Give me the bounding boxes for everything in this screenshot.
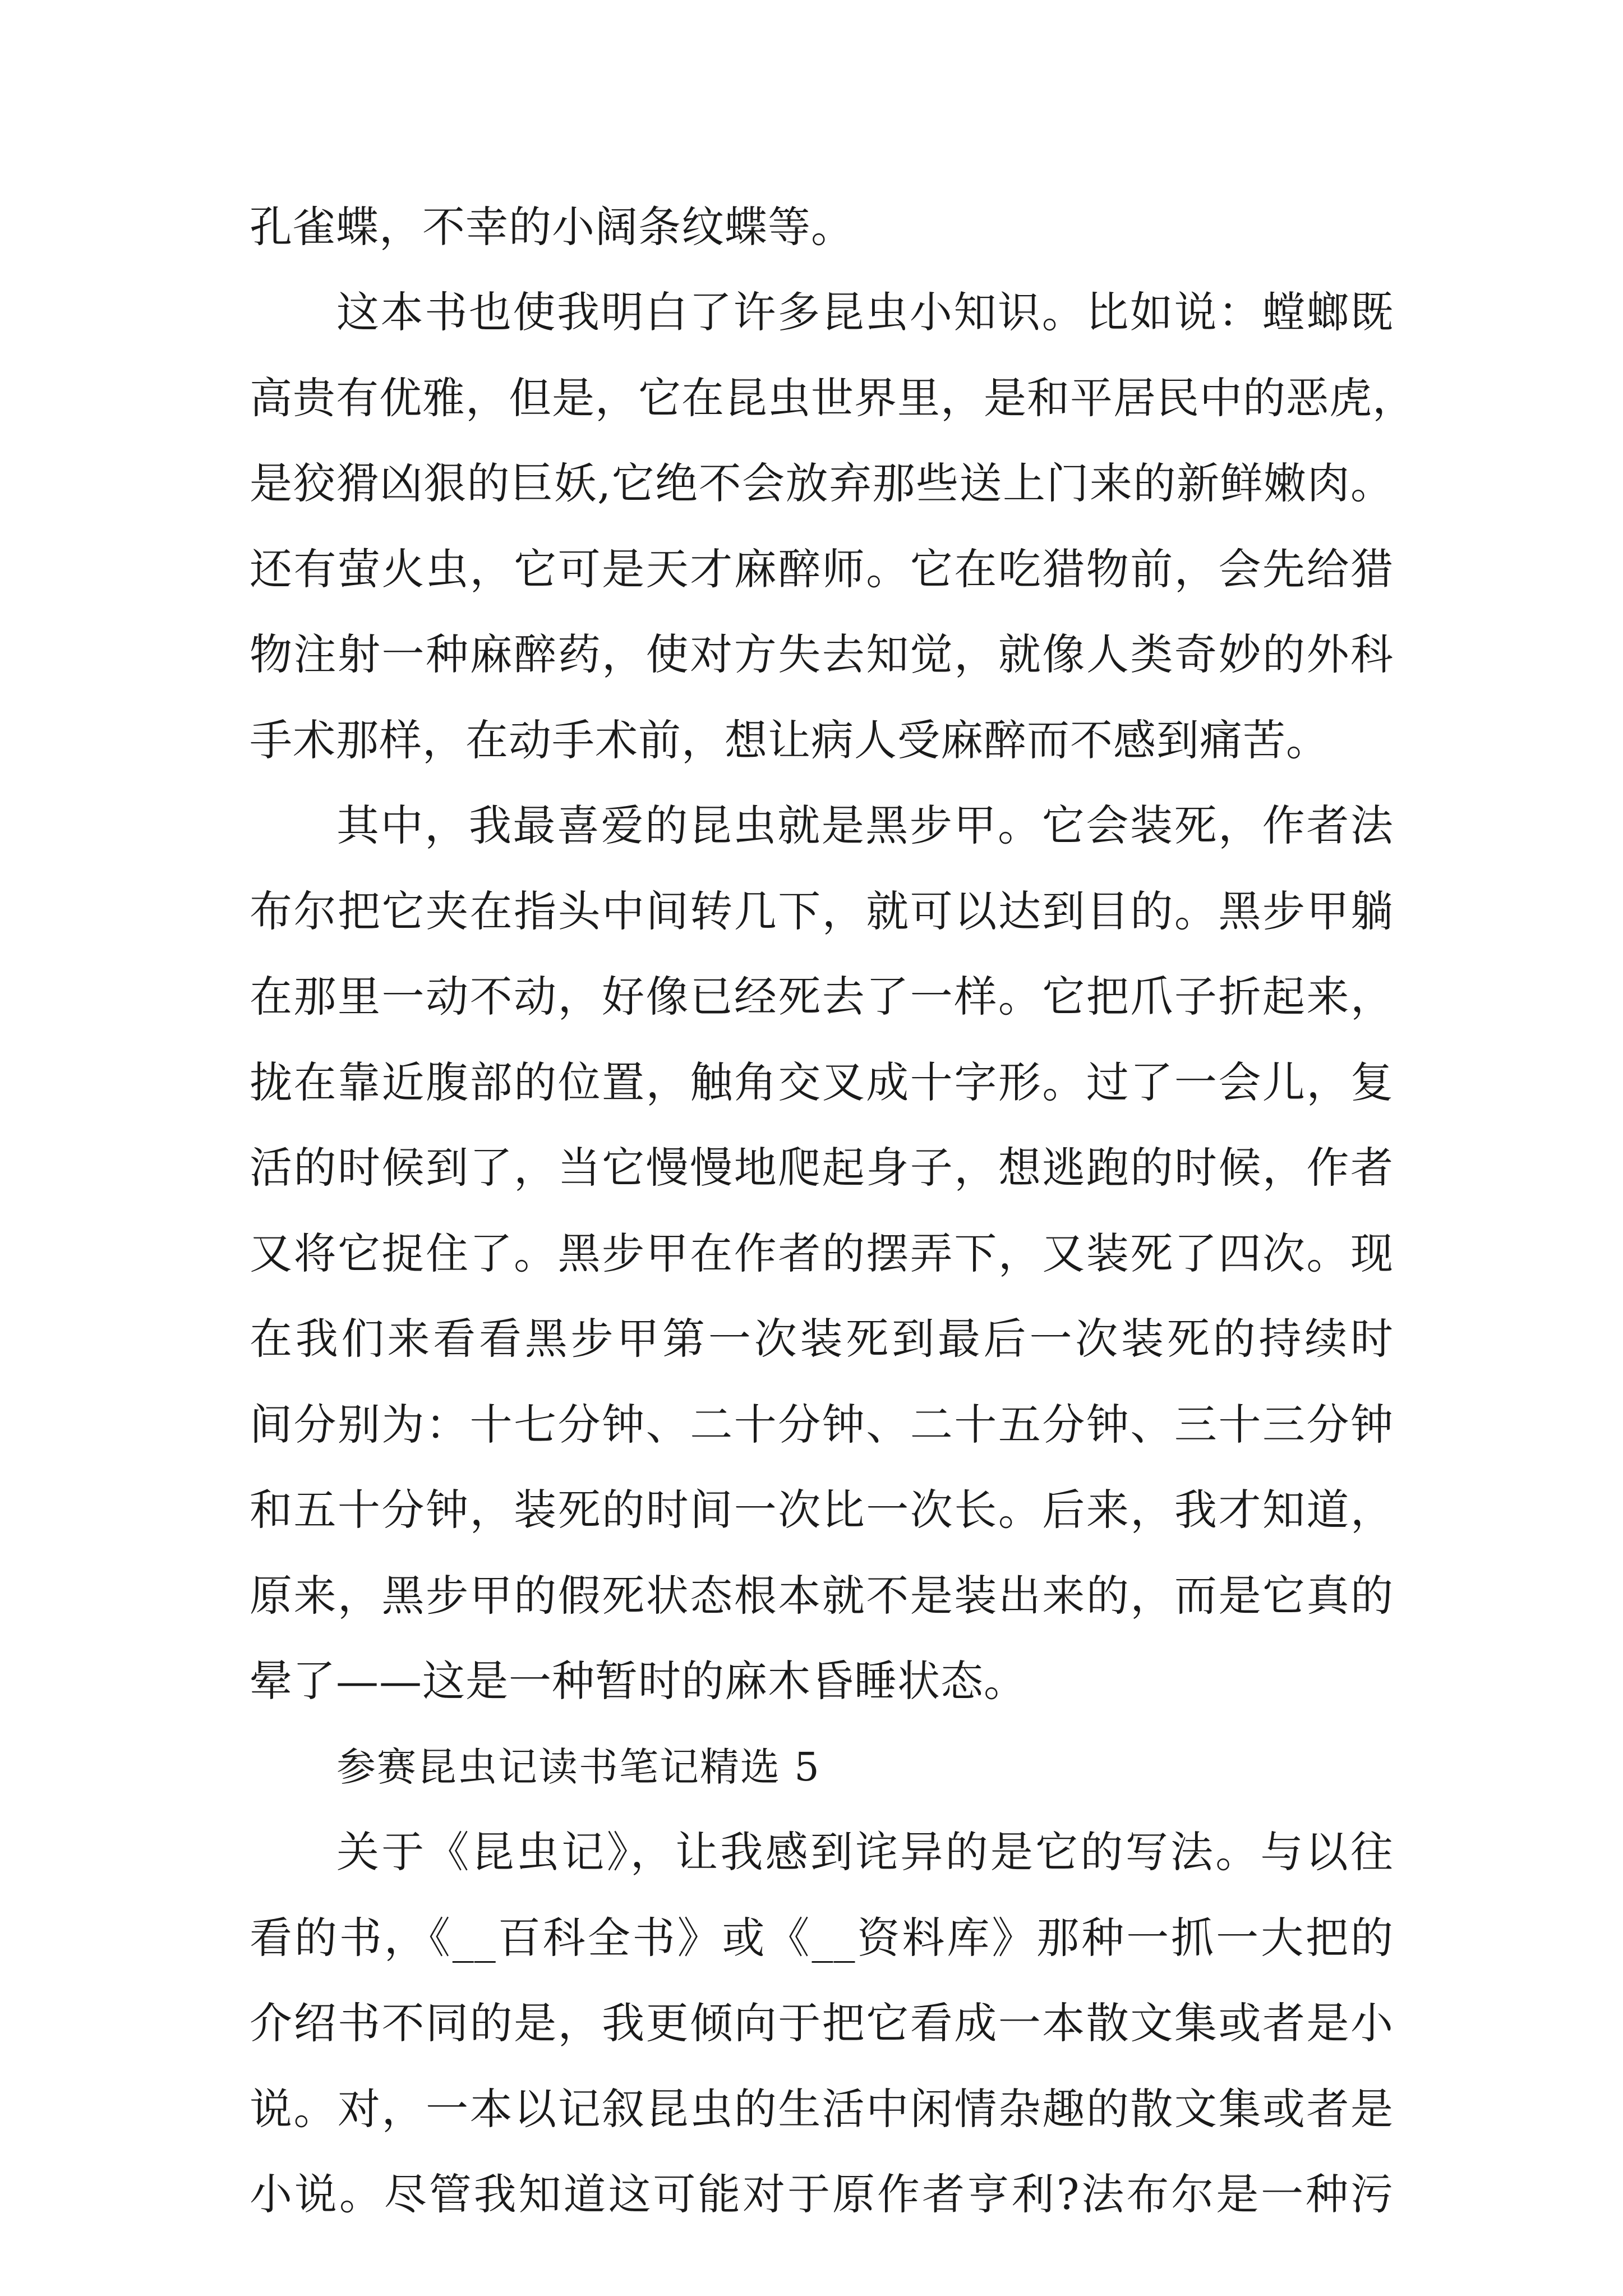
text-line: 是狡猾凶狠的巨妖,它绝不会放弃那些送上门来的新鲜嫩肉。 (250, 458, 1394, 508)
text-line: 间分别为：十七分钟、二十分钟、二十五分钟、三十三分钟 (250, 1400, 1394, 1450)
text-line: 布尔把它夹在指头中间转几下，就可以达到目的。黑步甲躺 (250, 886, 1394, 936)
text-line: 手术那样，在动手术前，想让病人受麻醉而不感到痛苦。 (250, 715, 1329, 765)
text-line: 还有萤火虫，它可是天才麻醉师。它在吃猎物前，会先给猎 (250, 544, 1394, 594)
text-line: 看的书，《__百科全书》或《__资料库》那种一抓一大把的 (250, 1913, 1394, 1963)
text-line: 和五十分钟，装死的时间一次比一次长。后来，我才知道， (250, 1485, 1394, 1535)
paragraph-first-line: 这本书也使我明白了许多昆虫小知识。比如说：螳螂既 (336, 287, 1394, 337)
text-line: 晕了——这是一种暂时的麻木昏睡状态。 (250, 1656, 1027, 1706)
text-line: 活的时候到了，当它慢慢地爬起身子，想逃跑的时候，作者 (250, 1143, 1394, 1193)
section-heading: 参赛昆虫记读书笔记精选 5 (336, 1744, 820, 1790)
text-line: 物注射一种麻醉药，使对方失去知觉，就像人类奇妙的外科 (250, 629, 1394, 679)
text-line: 孔雀蝶，不幸的小阔条纹蝶等。 (250, 202, 854, 252)
text-line: 说。对，一本以记叙昆虫的生活中闲情杂趣的散文集或者是 (250, 2084, 1394, 2134)
text-line: 小说。尽管我知道这可能对于原作者亨利?法布尔是一种污 (250, 2169, 1394, 2219)
text-line: 原来，黑步甲的假死状态根本就不是装出来的，而是它真的 (250, 1571, 1394, 1621)
text-line: 又将它捉住了。黑步甲在作者的摆弄下，又装死了四次。现 (250, 1228, 1394, 1278)
text-line: 介绍书不同的是，我更倾向于把它看成一本散文集或者是小 (250, 1998, 1394, 2048)
text-line: 在我们来看看黑步甲第一次装死到最后一次装死的持续时 (250, 1314, 1394, 1364)
paragraph-first-line: 关于《昆虫记》，让我感到诧异的是它的写法。与以往 (336, 1827, 1394, 1877)
text-line: 拢在靠近腹部的位置，触角交叉成十字形。过了一会儿，复 (250, 1057, 1394, 1107)
text-line: 在那里一动不动，好像已经死去了一样。它把爪子折起来， (250, 972, 1394, 1022)
paragraph-first-line: 其中，我最喜爱的昆虫就是黑步甲。它会装死，作者法 (336, 800, 1394, 850)
text-line: 高贵有优雅，但是，它在昆虫世界里，是和平居民中的恶虎， (250, 373, 1415, 423)
